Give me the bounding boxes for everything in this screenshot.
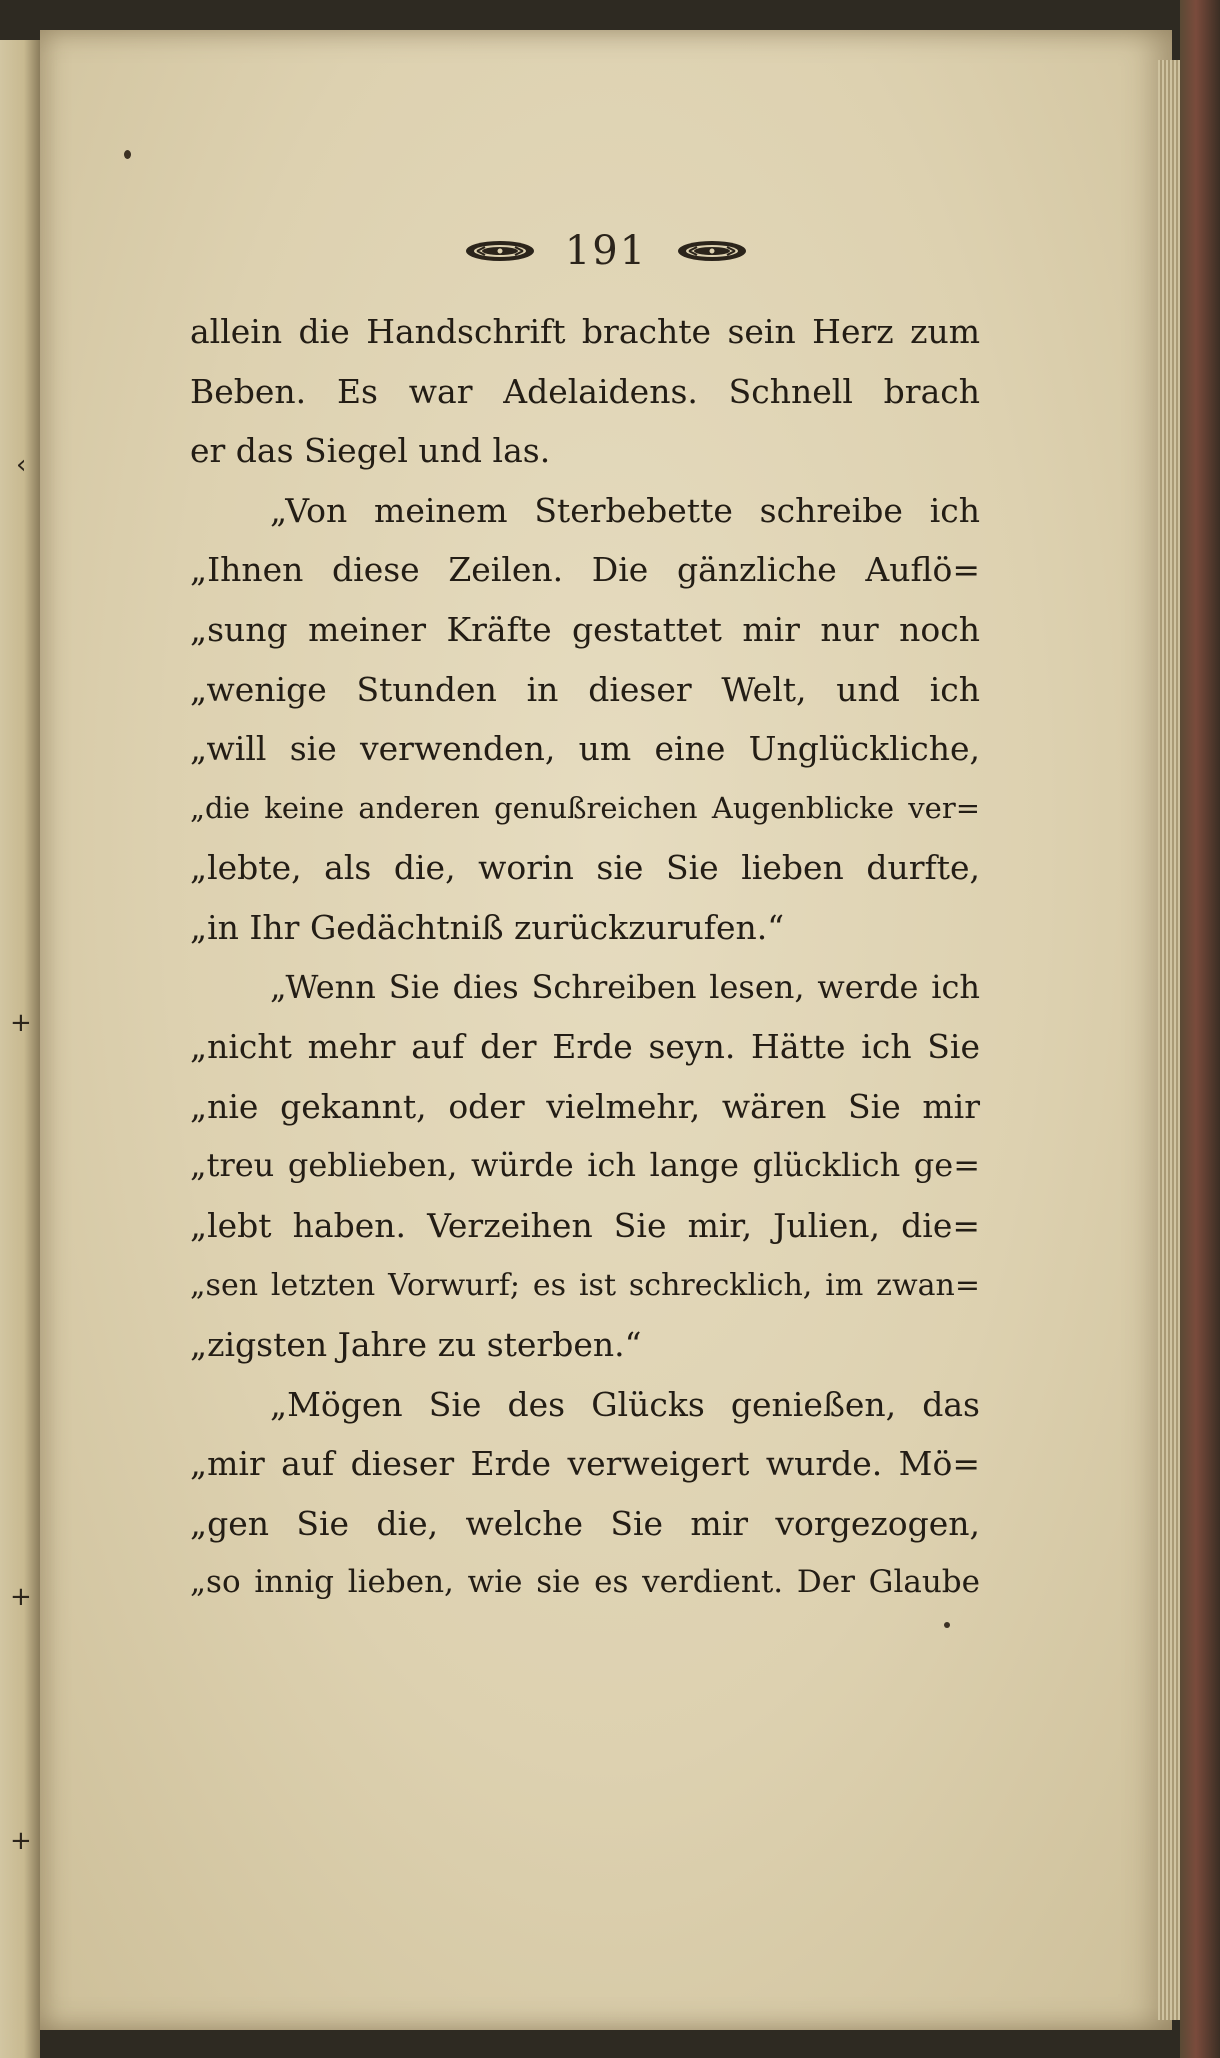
margin-mark: + [10, 1008, 32, 1038]
body-text [190, 302, 980, 1613]
text-line: „die keine anderen genußreichen Augenblicke ver= [190, 790, 980, 825]
text-line: „Ihnen diese Zeilen. Die gänzliche Auflö= [190, 550, 980, 590]
ink-spot [944, 1622, 950, 1628]
text-line: „zigsten Jahre zu sterben.“ [190, 1325, 642, 1365]
text-line: er das Siegel und las. [190, 431, 551, 471]
text-line: Beben. Es war Adelaidens. Schnell brach [190, 371, 980, 411]
margin-mark: + [10, 1582, 32, 1612]
margin-mark: ‹ [16, 450, 27, 480]
page-header [40, 228, 1172, 274]
text-line: „lebt haben. Verzeihen Sie mir, Julien, die= [190, 1205, 980, 1245]
book-page [10, 30, 1172, 2030]
page-stack-edge [1158, 60, 1180, 2020]
rosette-ornament-icon [463, 238, 537, 264]
text-line: „mir auf dieser Erde verweigert wurde. Mö= [190, 1444, 980, 1484]
page-number: 191 [564, 228, 648, 274]
text-line: „wenige Stunden in dieser Welt, und ich [190, 669, 980, 709]
text-line: allein die Handschrift brachte sein Herz zum [190, 312, 980, 351]
text-line: „treu geblieben, würde ich lange glücklich ge= [190, 1146, 980, 1185]
facing-page-edge [0, 40, 40, 2058]
text-line: „gen Sie die, welche Sie mir vorgezogen, [190, 1503, 980, 1543]
book-cover-edge [1180, 0, 1220, 2058]
text-line: „so innig lieben, wie sie es verdient. Der Glaube [190, 1564, 980, 1601]
text-line: „lebte, als die, worin sie Sie lieben durfte, [190, 848, 980, 888]
text-line: „will sie verwenden, um eine Unglückliche, [190, 729, 980, 769]
text-line: „sen letzten Vorwurf; es ist schrecklich, im zwan= [190, 1267, 980, 1303]
text-line: „Mögen Sie des Glücks genießen, das [270, 1384, 980, 1424]
text-line: „Von meinem Sterbebette schreibe ich [270, 490, 980, 530]
margin-mark: + [10, 1826, 32, 1856]
text-line: „nie gekannt, oder vielmehr, wären Sie mir [190, 1086, 980, 1126]
text-line: „sung meiner Kräfte gestattet mir nur noch [190, 609, 980, 649]
text-line: „Wenn Sie dies Schreiben lesen, werde ich [270, 967, 980, 1006]
ink-spot [124, 150, 131, 159]
rosette-ornament-icon [675, 238, 749, 264]
text-line: „in Ihr Gedächtniß zurückzurufen.“ [190, 907, 785, 947]
text-line: „nicht mehr auf der Erde seyn. Hätte ich Sie [190, 1027, 980, 1067]
